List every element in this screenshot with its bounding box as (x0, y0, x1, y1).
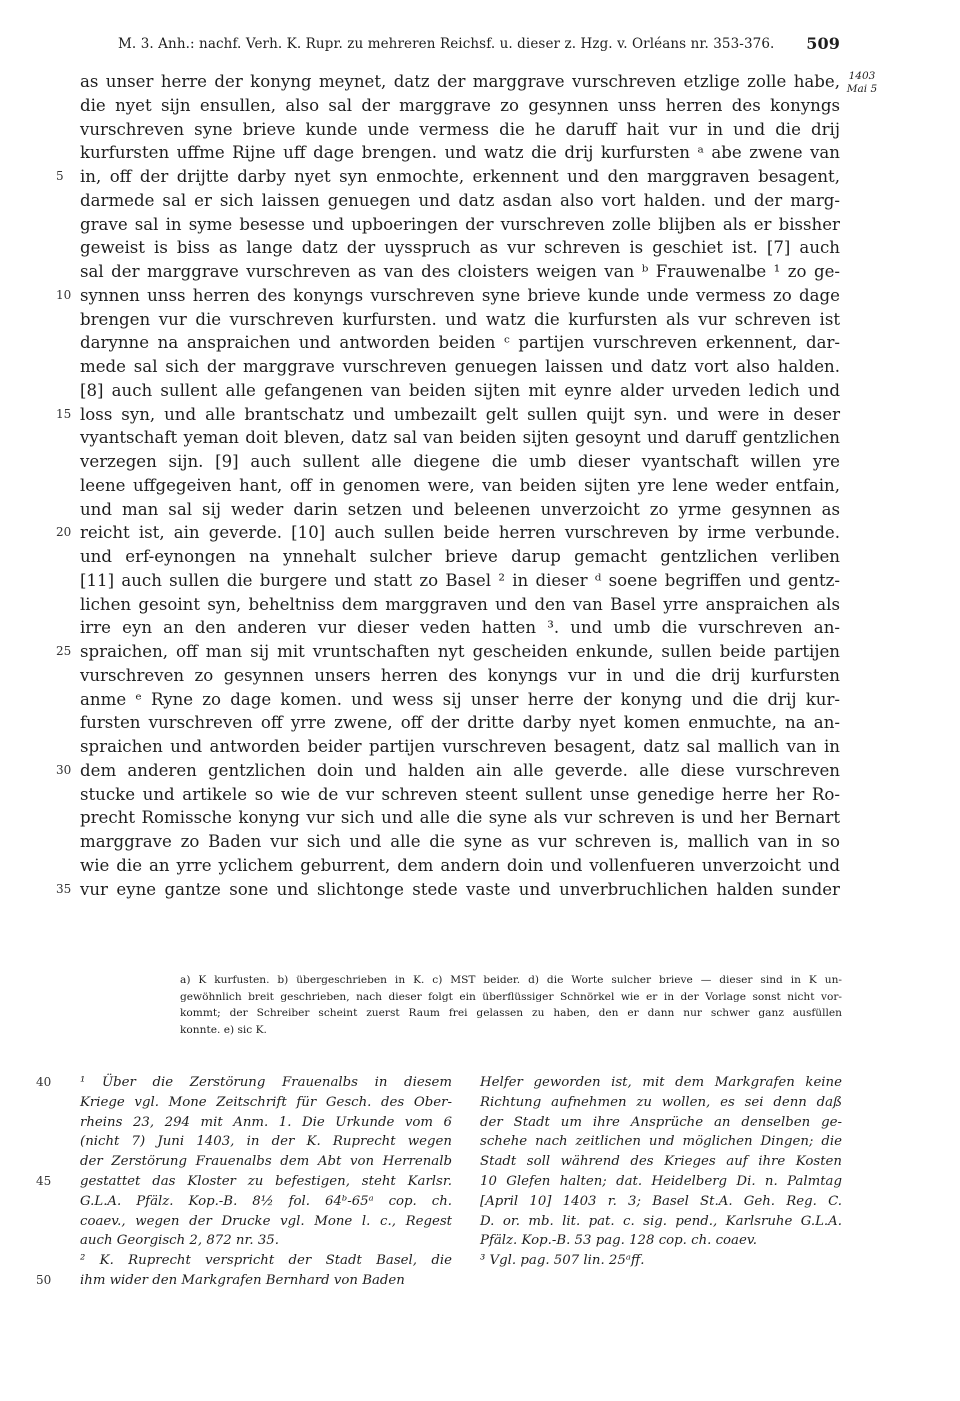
footnote-text: ihm wider den Markgrafen Bernhard von Baden (80, 1272, 405, 1288)
footnote-text: Kriege vgl. Mone Zeitschrift für Gesch. des Ober- (80, 1094, 452, 1110)
text-line (80, 308, 840, 332)
line-text: vurschreven zo gesynnen unsers herren des konyngs vur in und die drij kurfursten (80, 665, 840, 685)
footnote-line (36, 1172, 452, 1192)
text-line (80, 711, 840, 735)
footnote-text: rheins 23, 294 mit Anm. 1. Die Urkunde vom 6 (80, 1114, 452, 1130)
running-title: M. 3. Anh.: nachf. Verh. K. Rupr. zu mehreren Reichsf. u. dieser z. Hzg. v. Orléans nr. 353-376. (118, 36, 775, 52)
text-line (80, 664, 840, 688)
footnote-text: gestattet das Kloster zu befestigen, steht Karlsr. (80, 1173, 452, 1189)
line-text: as unser herre der konyng meynet, datz der marggrave vurschreven etzlige zolle habe, (80, 72, 840, 91)
footnote-line: ³ Vgl. pag. 507 lin. 25ᵃff. (480, 1253, 645, 1269)
line-text: brengen vur die vurschreven kurfursten. und watz die kurfursten als vur schreven ist (80, 309, 840, 329)
text-line (80, 236, 840, 260)
line-text: die nyet sijn ensullen, also sal der marggrave zo gesynnen unss herren des konyngs (80, 95, 840, 115)
line-number: 10 (56, 287, 72, 302)
footnote-line (80, 1251, 452, 1271)
footnote-line: Richtung aufnehmen zu wollen, es sei denn daß (480, 1094, 842, 1110)
text-line (56, 284, 840, 308)
text-line (56, 403, 840, 427)
footnotes-right-column (480, 1073, 842, 1271)
footnote-text: G.L.A. Pfälz. Kop.-B. 8½ fol. 64ᵇ-65ᵃ cop. ch. (80, 1193, 452, 1209)
line-number: 20 (56, 525, 72, 540)
footnote-line: [April 10] 1403 r. 3; Basel St.A. Geh. Reg. C. (480, 1193, 842, 1209)
footnotes-left-column (36, 1073, 452, 1291)
line-text: wie die an yrre yclichem geburrent, dem andern doin und vollenfueren unverzoicht und (80, 855, 840, 875)
line-text: grave sal in syme besesse und upboeringen der vurschreven zolle blijben als er bissher (80, 214, 840, 234)
line-text: geweist is biss as lange datz der uysspruch as vur schreven is geschiet ist. [7] auch (80, 238, 840, 258)
text-line (80, 70, 840, 94)
text-line (56, 878, 840, 902)
footnote-line: Pfälz. Kop.-B. 53 pag. 128 cop. ch. coaev. (480, 1233, 757, 1249)
line-text: stucke und artikele so wie de vur schreven steent sullent unse genedige herre her Ro- (80, 784, 840, 804)
line-text: [8] auch sullent alle gefangenen van beiden sijten mit eynre alder urveden ledich und (80, 380, 840, 400)
running-header (118, 36, 840, 52)
line-text: [11] auch sullen die burgere und statt zo Basel ² in dieser ᵈ soene begriffen und gentz- (80, 570, 840, 590)
footnote-line: schehe nach zeitlichen und möglichen Dingen; die (480, 1134, 842, 1150)
footnote-line (80, 1093, 452, 1113)
textual-note-line: kommt; der Schreiber scheint zuerst Raum frei gelassen zu haben, den er dann nur schwer ganz ausfüllen (180, 1007, 842, 1019)
text-line (80, 355, 840, 379)
line-text: sal der marggrave vurschreven as van des cloisters weigen van ᵇ Frauwenalbe ¹ zo ge- (80, 262, 840, 281)
line-text: verzegen sijn. [9] auch sullent alle diegene die umb dieser vyantschaft willen yre (80, 452, 840, 471)
footnote-line (36, 1271, 452, 1291)
text-line (80, 450, 840, 474)
line-text: irre eyn an den anderen vur dieser veden hatten ³. und umb die vurschreven an- (80, 618, 840, 638)
text-line (80, 474, 840, 498)
footnote-line: D. or. mb. lit. pat. c. sig. pend., Karlsruhe G.L.A. (480, 1213, 842, 1229)
line-text: spraichen und antworden beider partijen vurschreven besagent, datz sal mallich van in (80, 737, 840, 756)
footnote-line: Stadt soll während des Krieges auf ihre Kosten (480, 1154, 842, 1170)
line-number: 15 (56, 406, 72, 421)
line-text: reicht ist, ain geverde. [10] auch sullen beide herren vurschreven by irme verbunde. (80, 523, 840, 543)
text-line (56, 521, 840, 545)
page-number: 509 (806, 34, 840, 53)
line-text: vurschreven syne brieve kunde unde vermess die he daruff hait vur in und die drij (80, 119, 840, 139)
text-line (80, 806, 840, 830)
footnote-text: ² K. Ruprecht verspricht der Stadt Basel, die (80, 1253, 452, 1269)
footnote-line: 10 Glefen halten; dat. Heidelberg Di. n. Palmtag (480, 1173, 842, 1189)
footnote-text: coaev., wegen der Drucke vgl. Mone l. c., Regest (80, 1213, 452, 1229)
text-line (80, 141, 840, 165)
line-text: anme ᵉ Ryne zo dage komen. und wess sij unser herre der konyng und die drij kur- (80, 689, 840, 709)
line-number: 50 (36, 1272, 52, 1287)
text-line (80, 498, 840, 522)
line-text: und erf-eynongen na ynnehalt sulcher brieve darup gemacht gentzlichen verliben (80, 547, 840, 566)
main-text (56, 70, 840, 901)
line-text: vyantschaft yeman doit bleven, datz sal van beiden sijten gesoynt und daruff gentzlichen (80, 428, 840, 448)
text-line (80, 213, 840, 237)
line-number: 40 (36, 1075, 52, 1089)
footnote-text: (nicht 7) Juni 1403, in der K. Ruprecht wegen (80, 1134, 452, 1150)
footnote-line: Helfer geworden ist, mit dem Markgrafen keine (480, 1075, 842, 1090)
margin-date (842, 70, 882, 96)
line-text: vur eyne gantze sone und slichtonge stede vaste und unverbruchlichen halden sunder (80, 879, 840, 899)
text-line (80, 616, 840, 640)
line-text: und man sal sij weder darin setzen und beleenen unverzoicht zo yrme gesynnen as (80, 499, 840, 519)
line-number: 45 (36, 1173, 52, 1188)
footnote-line (80, 1132, 452, 1152)
footnote-line (80, 1152, 452, 1172)
text-line (56, 640, 840, 664)
footnote-text: ¹ Über die Zerstörung Frauenalbs in diesem (80, 1075, 452, 1090)
text-line (80, 189, 840, 213)
text-line (80, 830, 840, 854)
text-line (56, 165, 840, 189)
footnote-line (80, 1113, 452, 1133)
margin-date-year: 1403 (848, 70, 876, 82)
textual-notes (180, 972, 842, 1038)
text-line (80, 735, 840, 759)
text-line (80, 593, 840, 617)
line-text: fursten vurschreven off yrre zwene, off der dritte darby nyet komen enmuchte, na an- (80, 713, 840, 733)
line-text: mede sal sich der marggrave vurschreven genuegen laissen und datz vort also halden. (80, 357, 840, 376)
textual-note-line: a) K kurfusten. b) übergeschrieben in K. c) MST beider. d) die Worte sulcher brieve — dieser sind in K un- (180, 974, 842, 986)
text-line (80, 94, 840, 118)
text-line (80, 545, 840, 569)
footnote-line (80, 1231, 452, 1251)
text-line (80, 783, 840, 807)
margin-date-day: Mai 5 (846, 83, 878, 95)
line-number: 25 (56, 644, 72, 658)
footnote-line: der Stadt um ihre Ansprüche an denselben ge- (480, 1114, 842, 1130)
line-text: loss syn, und alle brantschatz und umbezailt gelt sullen quijt syn. und were in deser (80, 404, 840, 424)
text-line (80, 854, 840, 878)
line-text: precht Romissche konyng vur sich und alle die syne als vur schreven is und her Bernart (80, 808, 840, 828)
line-text: marggrave zo Baden vur sich und alle die syne as vur schreven is, mallich van in so (80, 832, 840, 851)
textual-note-line: gewöhnlich breit geschrieben, nach dieser folgt ein überflüssiger Schnörkel wie er in der Vorlage sonst nicht vor- (180, 990, 842, 1003)
line-text: darynne na anspraichen und antworden beiden ᶜ partijen vurschreven erkennent, dar- (80, 333, 840, 353)
footnote-text: der Zerstörung Frauenalbs dem Abt von Herrenalb (80, 1154, 452, 1170)
text-line (80, 260, 840, 284)
text-line (80, 426, 840, 450)
line-number: 35 (56, 881, 72, 896)
line-number: 30 (56, 762, 72, 777)
footnote-line (36, 1073, 452, 1093)
text-line (56, 759, 840, 783)
text-line (80, 569, 840, 593)
line-text: in, off der drijtte darby nyet syn enmochte, erkennent und den marggraven besagent, (80, 167, 840, 186)
text-line (80, 118, 840, 142)
line-text: darmede sal er sich laissen genuegen und datz asdan also vort halden. und der marg- (80, 190, 840, 210)
line-text: dem anderen gentzlichen doin und halden ain alle geverde. alle diese vurschreven (80, 760, 840, 780)
text-line (80, 379, 840, 403)
footnote-text: auch Georgisch 2, 872 nr. 35. (80, 1233, 279, 1249)
text-line (80, 331, 840, 355)
line-text: leene uffgegeiven hant, off in genomen were, van beiden sijten yre lene weder entfain, (80, 475, 840, 495)
line-text: spraichen, off man sij mit vruntschaften nyt gescheiden enkunde, sullen beide partijen (80, 642, 840, 661)
line-number: 5 (56, 169, 64, 183)
line-text: synnen unss herren des konyngs vurschreven syne brieve kunde unde vermess zo dage (80, 285, 840, 305)
line-text: lichen gesoint syn, beheltniss dem marggraven und den van Basel yrre anspraichen als (80, 594, 840, 614)
footnote-line (80, 1212, 452, 1232)
line-text: kurfursten uffme Rijne uff dage brengen. und watz die drij kurfursten ᵃ abe zwene van (80, 143, 840, 163)
textual-note-line: konnte. e) sic K. (180, 1023, 267, 1036)
footnote-line (80, 1192, 452, 1212)
text-line (80, 688, 840, 712)
